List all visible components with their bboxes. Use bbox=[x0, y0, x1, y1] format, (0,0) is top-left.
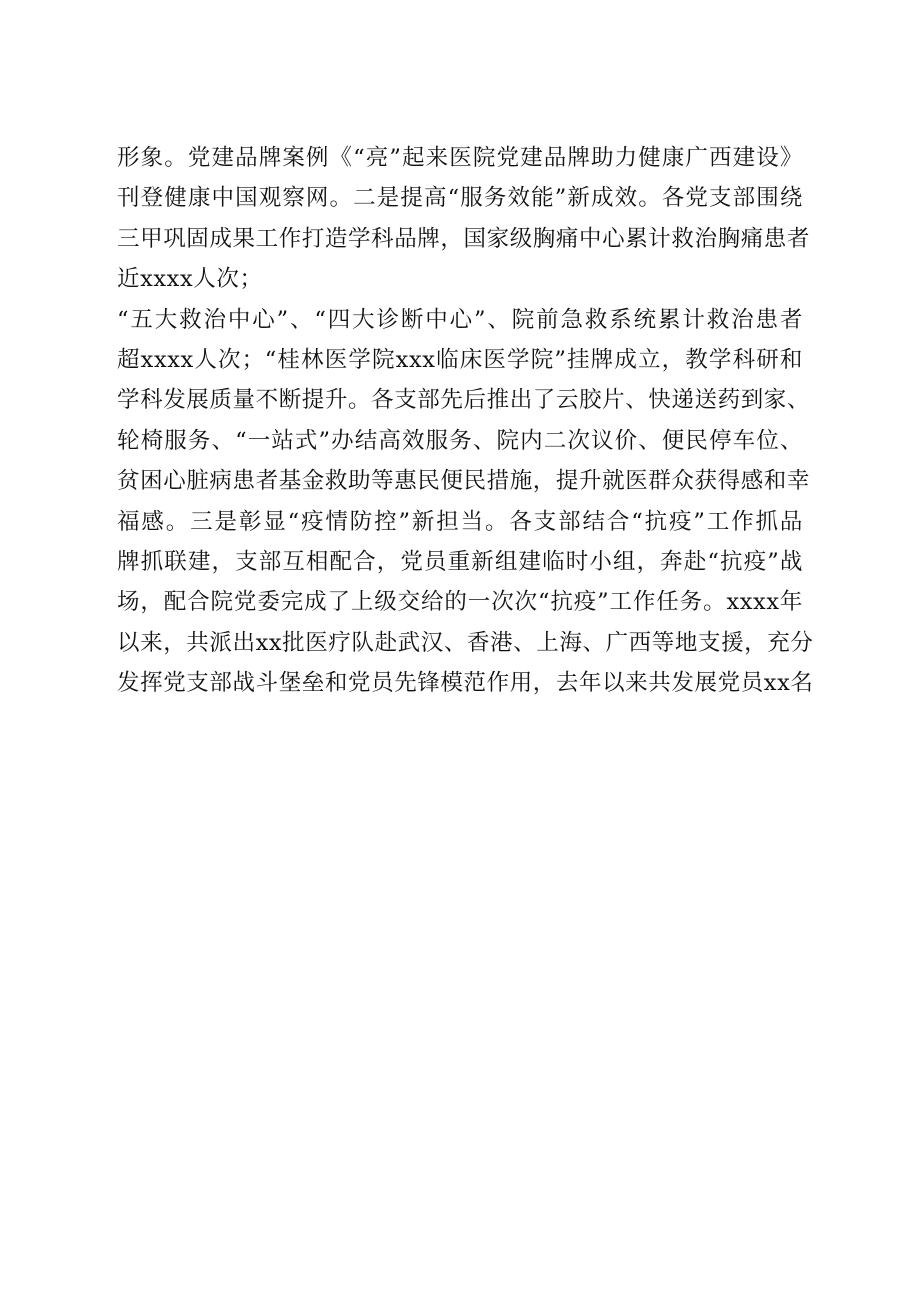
text-line-8: 轮椅服务、“一站式”办结高效服务、院内二次议价、便民停车位、 bbox=[117, 427, 803, 454]
text-line-2: 刊登健康中国观察网。二是提高“服务效能”新成效。各党支部围绕 bbox=[117, 185, 803, 212]
text-line-14: 发挥党支部战斗堡垒和党员先锋模范作用，去年以来共发展党员xx名 bbox=[117, 670, 814, 697]
text-line-5: “五大救治中心”、“四大诊断中心”、院前急救系统累计救治患者 bbox=[117, 306, 803, 333]
text-line-12: 场，配合院党委完成了上级交给的一次次“抗疫”工作任务。xxxx年 bbox=[117, 589, 803, 616]
text-line-13: 以来，共派出xx批医疗队赴武汉、香港、上海、广西等地支援，充分 bbox=[117, 629, 814, 656]
text-line-10: 福感。三是彰显“疫情防控”新担当。各支部结合“抗疫”工作抓品 bbox=[117, 508, 803, 535]
text-line-1: 形象。党建品牌案例《“亮”起来医院党建品牌助力健康广西建设》 bbox=[117, 145, 803, 171]
text-line-4: 近xxxx人次； bbox=[117, 266, 263, 293]
text-line-7: 学科发展质量不断提升。各支部先后推出了云胶片、快递送药到家、 bbox=[117, 387, 811, 414]
text-line-11: 牌抓联建，支部互相配合，党员重新组建临时小组，奔赴“抗疫”战 bbox=[117, 548, 803, 575]
body-text bbox=[117, 138, 814, 703]
text-line-3: 三甲巩固成果工作打造学科品牌，国家级胸痛中心累计救治胸痛患者 bbox=[117, 225, 811, 252]
text-line-9: 贫困心脏病患者基金救助等惠民便民措施，提升就医群众获得感和幸 bbox=[117, 468, 811, 495]
text-line-6: 超xxxx人次；“桂林医学院xxx临床医学院”挂牌成立，教学科研和 bbox=[117, 346, 803, 373]
